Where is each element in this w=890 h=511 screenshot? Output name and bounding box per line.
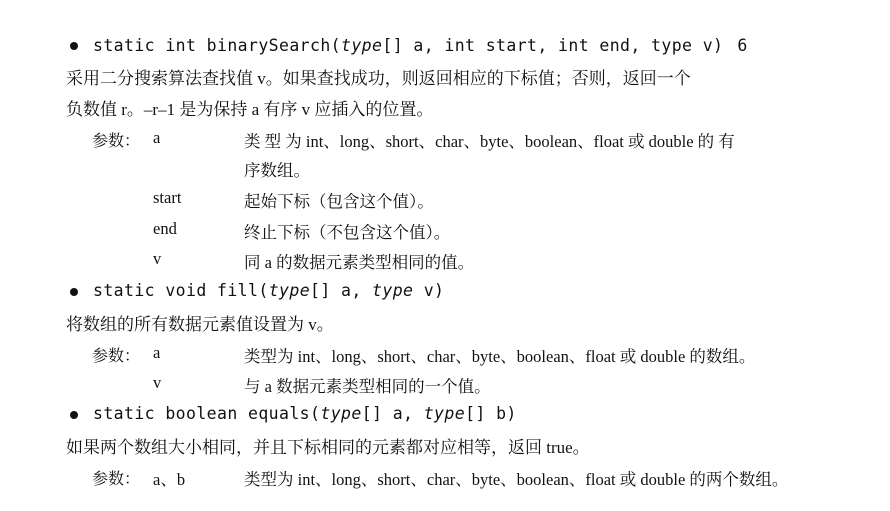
param-name: a [153,128,161,147]
param-description: 类 型 为 int、long、short、char、byte、boolean、float 或 double 的 有 [244,132,735,151]
method-signature-equals: static boolean equals(type[] a, type[] b) [93,404,517,423]
param-name: end [153,219,177,238]
param-name: v [153,373,162,392]
param-name: v [153,249,162,268]
bullet-icon [70,411,78,419]
param-name: a、b [153,470,186,489]
method-description: 将数组的所有数据元素值设置为 v。 [66,315,334,334]
params-label: 参数： [92,133,141,150]
method-description: 负数值 r。–r–1 是为保持 a 有序 v 应插入的位置。 [66,100,434,119]
bullet-icon [70,42,78,50]
method-signature-fill: static void fill(type[] a, type v) [93,281,445,300]
bullet-icon [70,288,78,296]
method-description: 如果两个数组大小相同，并且下标相同的元素都对应相等，返回 true。 [66,438,590,457]
param-description: 同 a 的数据元素类型相同的值。 [244,253,475,272]
param-description: 终止下标（不包含这个值）。 [244,223,451,242]
params-label: 参数： [92,348,141,365]
method-description: 采用二分搜索算法查找值 v。如果查找成功，则返回相应的下标值；否则，返回一个 [66,69,691,88]
param-description: 起始下标（包含这个值）。 [244,192,434,211]
params-label: 参数： [92,471,141,488]
param-description: 序数组。 [244,161,310,180]
param-name: a [153,343,161,362]
since-version: 6 [737,36,748,55]
param-description: 类型为 int、long、short、char、byte、boolean、float 或 double 的数组。 [244,347,756,366]
method-signature-binarysearch: static int binarySearch(type[] a, int start, int end, type v) 6 [93,36,748,55]
param-name: start [153,188,182,207]
param-description: 与 a 数据元素类型相同的一个值。 [244,377,491,396]
param-description: 类型为 int、long、short、char、byte、boolean、float 或 double 的两个数组。 [244,470,789,489]
